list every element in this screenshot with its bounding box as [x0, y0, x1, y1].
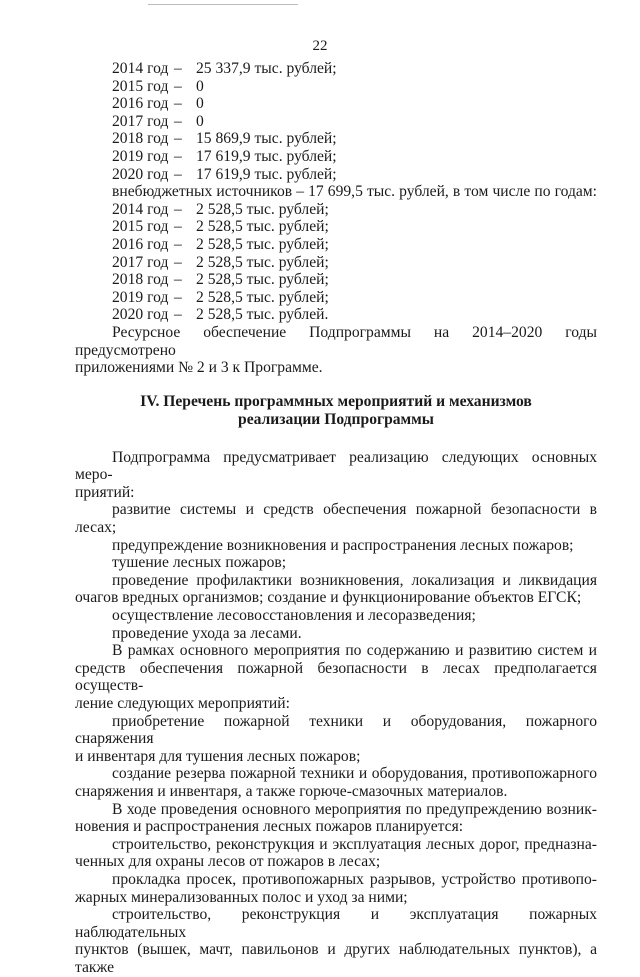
text-line: пунктов (вышек, мачт, павильонов и других наблюдательных пунктов), а также [75, 941, 597, 976]
year-label: 2015 год [112, 218, 169, 236]
text-line: развитие системы и средств обеспечения пожарной безопасности в лесах; [75, 501, 597, 537]
funding-year-row [112, 113, 597, 131]
funding-year-row [112, 95, 597, 113]
text-line: приятий: [75, 483, 135, 501]
scan-edge-line [148, 4, 298, 5]
funding-year-row [112, 254, 597, 272]
dash: – [174, 95, 182, 113]
paragraph [75, 836, 597, 871]
year-label: 2019 год [112, 147, 169, 165]
text-line: снаряжения и инвентаря, а также горюче-смазочных материалов. [75, 782, 508, 800]
year-label: 2016 год [112, 235, 169, 253]
dash: – [174, 288, 182, 306]
funding-year-row [112, 201, 597, 219]
paragraph [75, 625, 597, 643]
funding-year-row [112, 306, 597, 324]
text-line: Подпрограмма предусматривает реализацию следующих основных меро- [75, 448, 597, 484]
text-line: прокладка просек, противопожарных разрывов, устройство противопо- [112, 870, 597, 888]
year-label: 2014 год [112, 60, 169, 77]
paragraph [75, 554, 597, 572]
text-line: средств обеспечения пожарной безопасности в лесах предполагается осуществ- [75, 659, 597, 695]
dash: – [174, 60, 182, 77]
text-line: осуществление лесовосстановления и лесоразведения; [112, 607, 476, 625]
year-label: 2017 год [112, 253, 169, 271]
text-line: тушение лесных пожаров; [112, 554, 287, 572]
funding-year-row [112, 236, 597, 254]
paragraph [75, 801, 597, 836]
paragraph [75, 572, 597, 607]
section-heading-line-2: реализации Подпрограммы [238, 410, 434, 428]
text-line: новения и распространения лесных пожаров планируется: [75, 818, 464, 836]
text-line: жарных минерализованных полос и уход за ними; [75, 888, 408, 906]
amount: 2 528,5 тыс. рублей; [196, 253, 329, 271]
amount: 2 528,5 тыс. рублей. [196, 306, 329, 324]
amount: 2 528,5 тыс. рублей; [196, 288, 329, 306]
paragraph [75, 713, 597, 766]
year-label: 2014 год [112, 200, 169, 218]
dash: – [174, 253, 182, 271]
paragraph [75, 871, 597, 906]
amount: 0 [196, 112, 204, 130]
text-line: и инвентаря для тушения лесных пожаров; [75, 747, 361, 765]
funding-year-row [112, 218, 597, 236]
paragraph [75, 906, 597, 976]
funding-year-row [112, 271, 597, 289]
funding-year-row [112, 78, 597, 96]
dash: – [174, 218, 182, 236]
text-line: приобретение пожарной техники и оборудования, пожарного снаряжения [75, 712, 597, 748]
amount: 0 [196, 95, 204, 113]
amount: 17 619,9 тыс. рублей; [196, 165, 337, 183]
dash: – [174, 200, 182, 218]
year-label: 2016 год [112, 95, 169, 113]
dash: – [174, 130, 182, 148]
funding-by-year-list-regional [75, 60, 597, 183]
amount: 2 528,5 тыс. рублей; [196, 271, 329, 289]
paragraph [75, 642, 597, 712]
funding-year-row [112, 60, 597, 78]
dash: – [174, 271, 182, 289]
funding-year-row [112, 148, 597, 166]
text-line: предупреждение возникновения и распространения лесных пожаров; [112, 536, 574, 554]
text-line: ченных для охраны лесов от пожаров в лесах; [75, 853, 381, 871]
amount: 0 [196, 77, 204, 95]
text-line: строительство, реконструкция и эксплуатация пожарных наблюдательных [75, 906, 597, 941]
dash: – [174, 112, 182, 130]
text-line: строительство, реконструкция и эксплуатация лесных дорог, предназна- [112, 835, 597, 853]
amount: 2 528,5 тыс. рублей; [196, 218, 329, 236]
extrabudget-line: внебюджетных источников – 17 699,5 тыс. рублей, в том числе по годам: [112, 183, 597, 201]
dash: – [174, 165, 182, 183]
funding-year-row [112, 289, 597, 307]
year-label: 2019 год [112, 288, 169, 306]
amount: 2 528,5 тыс. рублей; [196, 200, 329, 218]
paragraph [75, 501, 597, 536]
text-line: ление следующих мероприятий: [75, 695, 290, 712]
paragraph [75, 449, 597, 502]
dash: – [174, 147, 182, 165]
resource-line-2: приложениями № 2 и 3 к Программе. [75, 359, 323, 377]
text-line: очагов вредных организмов; создание и функционирование объектов ЕГСК; [75, 589, 582, 607]
section-body [75, 449, 597, 977]
paragraph [75, 765, 597, 800]
dash: – [174, 235, 182, 253]
year-label: 2018 год [112, 130, 169, 148]
dash: – [174, 306, 182, 324]
amount: 17 619,9 тыс. рублей; [196, 147, 337, 165]
page-number: 22 [312, 38, 328, 54]
amount: 2 528,5 тыс. рублей; [196, 235, 329, 253]
section-heading [75, 393, 597, 429]
funding-year-row [112, 166, 597, 184]
year-label: 2017 год [112, 112, 169, 130]
amount: 25 337,9 тыс. рублей; [196, 60, 337, 77]
text-line: В ходе проведения основного мероприятия по предупреждению возник- [112, 800, 597, 818]
page-body [75, 60, 597, 977]
funding-year-row [112, 130, 597, 148]
year-label: 2015 год [112, 77, 169, 95]
text-line: проведение ухода за лесами. [112, 624, 302, 642]
dash: – [174, 77, 182, 95]
section-heading-line-1: IV. Перечень программных мероприятий и механизмов [140, 392, 532, 410]
year-label: 2020 год [112, 165, 169, 183]
text-line: создание резерва пожарной техники и оборудования, противопожарного [112, 765, 597, 783]
paragraph [75, 607, 597, 625]
year-label: 2020 год [112, 306, 169, 324]
funding-by-year-list-extrabudget [75, 201, 597, 324]
text-line: В рамках основного мероприятия по содержанию и развитию систем и [112, 642, 597, 660]
text-line: проведение профилактики возникновения, локализация и ликвидация [112, 571, 597, 589]
paragraph [75, 537, 597, 555]
amount: 15 869,9 тыс. рублей; [196, 130, 337, 148]
resource-line-1: Ресурсное обеспечение Подпрограммы на 2014–2020 годы предусмотрено [75, 323, 597, 359]
year-label: 2018 год [112, 271, 169, 289]
